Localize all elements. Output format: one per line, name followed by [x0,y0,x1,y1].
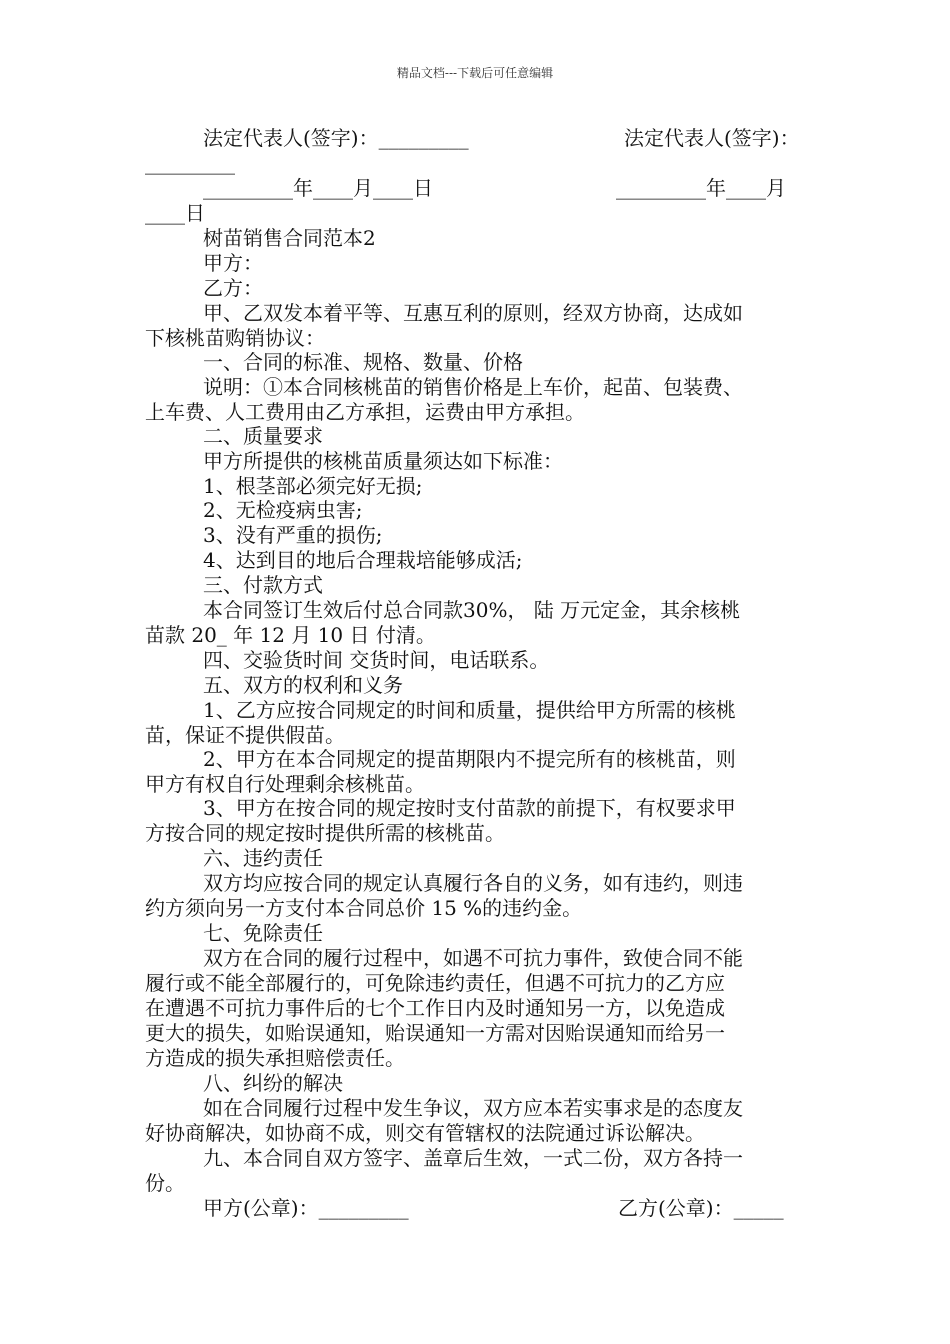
section-6-line-1: 双方均应按合同的规定认真履行各自的义务，如有违约，则违 [203,871,743,895]
section-5-item-3a: 3、甲方在按合同的规定按时支付苗款的前提下，有权要求甲 [203,796,736,820]
section-3-line-2: 苗款 20_ 年 12 月 10 日 付清。 [145,623,436,647]
section-4-title: 四、交验货时间 交货时间，电话联系。 [203,648,550,672]
sig-right: 法定代表人(签字)： [624,126,800,150]
section-5-title: 五、双方的权利和义务 [203,673,403,697]
section-2-item-1: 1、根茎部必须完好无损; [203,474,423,498]
section-3-title: 三、付款方式 [203,573,323,597]
section-6-title: 六、违约责任 [203,846,323,870]
section-5-item-2b: 甲方有权自行处理剩余核桃苗。 [145,772,425,796]
intro-line-2: 下核桃苗购销协议： [145,326,325,350]
section-7-line-5: 方造成的损失承担赔偿责任。 [145,1046,405,1070]
party-a: 甲方： [203,251,263,275]
section-9-line-2: 份。 [145,1171,185,1195]
seal-left: 甲方(公章)：_________ [203,1196,409,1220]
sig-left: 法定代表人(签字)：_________ [203,126,469,150]
section-7-line-3: 在遭遇不可抗力事件后的七个工作日内及时通知另一方，以免造成 [145,996,725,1020]
section-8-line-2: 好协商解决，如协商不成，则交有管辖权的法院通过诉讼解决。 [145,1121,705,1145]
section-8-title: 八、纠纷的解决 [203,1071,343,1095]
section-6-line-2: 约方须向另一方支付本合同总价 15 %的违约金。 [145,896,583,920]
section-7-line-1: 双方在合同的履行过程中，如遇不可抗力事件，致使合同不能 [203,946,743,970]
doc-title: 树苗销售合同范本2 [203,226,376,250]
sig-right-cont: _________ [145,151,235,175]
section-2-intro: 甲方所提供的核桃苗质量须达如下标准： [203,449,563,473]
date-right: _________年____月 [616,176,786,200]
section-2-title: 二、质量要求 [203,424,323,448]
intro-line-1: 甲、乙双发本着平等、互惠互利的原则，经双方协商，达成如 [203,301,743,325]
section-2-item-4: 4、达到目的地后合理栽培能够成活; [203,548,523,572]
section-2-item-3: 3、没有严重的损伤; [203,523,383,547]
date-right-cont: ____日 [145,201,205,225]
party-b: 乙方： [203,276,263,300]
section-5-item-2a: 2、甲方在本合同规定的提苗期限内不提完所有的核桃苗，则 [203,747,736,771]
section-5-item-3b: 方按合同的规定按时提供所需的核桃苗。 [145,821,505,845]
section-2-item-2: 2、无检疫病虫害; [203,498,363,522]
section-9-line-1: 九、本合同自双方签字、盖章后生效，一式二份，双方各持一 [203,1146,743,1170]
date-left: _________年____月____日 [203,176,433,200]
section-7-line-2: 履行或不能全部履行的，可免除违约责任，但遇不可抗力的乙方应 [145,971,725,995]
section-1-title: 一、合同的标准、规格、数量、价格 [203,350,523,374]
section-8-line-1: 如在合同履行过程中发生争议，双方应本若实事求是的态度友 [203,1096,743,1120]
section-7-title: 七、免除责任 [203,921,323,945]
section-3-line-1: 本合同签订生效后付总合同款30%， 陆 万元定金，其余核桃 [203,598,741,622]
section-5-item-1a: 1、乙方应按合同规定的时间和质量，提供给甲方所需的核桃 [203,698,736,722]
section-1-line-1: 说明：①本合同核桃苗的销售价格是上车价，起苗、包装费、 [203,375,743,399]
seal-right: 乙方(公章)：_____ [618,1196,784,1220]
section-5-item-1b: 苗，保证不提供假苗。 [145,723,345,747]
section-7-line-4: 更大的损失，如贻误通知，贻误通知一方需对因贻误通知而给另一 [145,1021,725,1045]
page-header: 精品文档---下载后可任意编辑 [396,66,554,80]
section-1-line-2: 上车费、人工费用由乙方承担，运费由甲方承担。 [145,400,585,424]
